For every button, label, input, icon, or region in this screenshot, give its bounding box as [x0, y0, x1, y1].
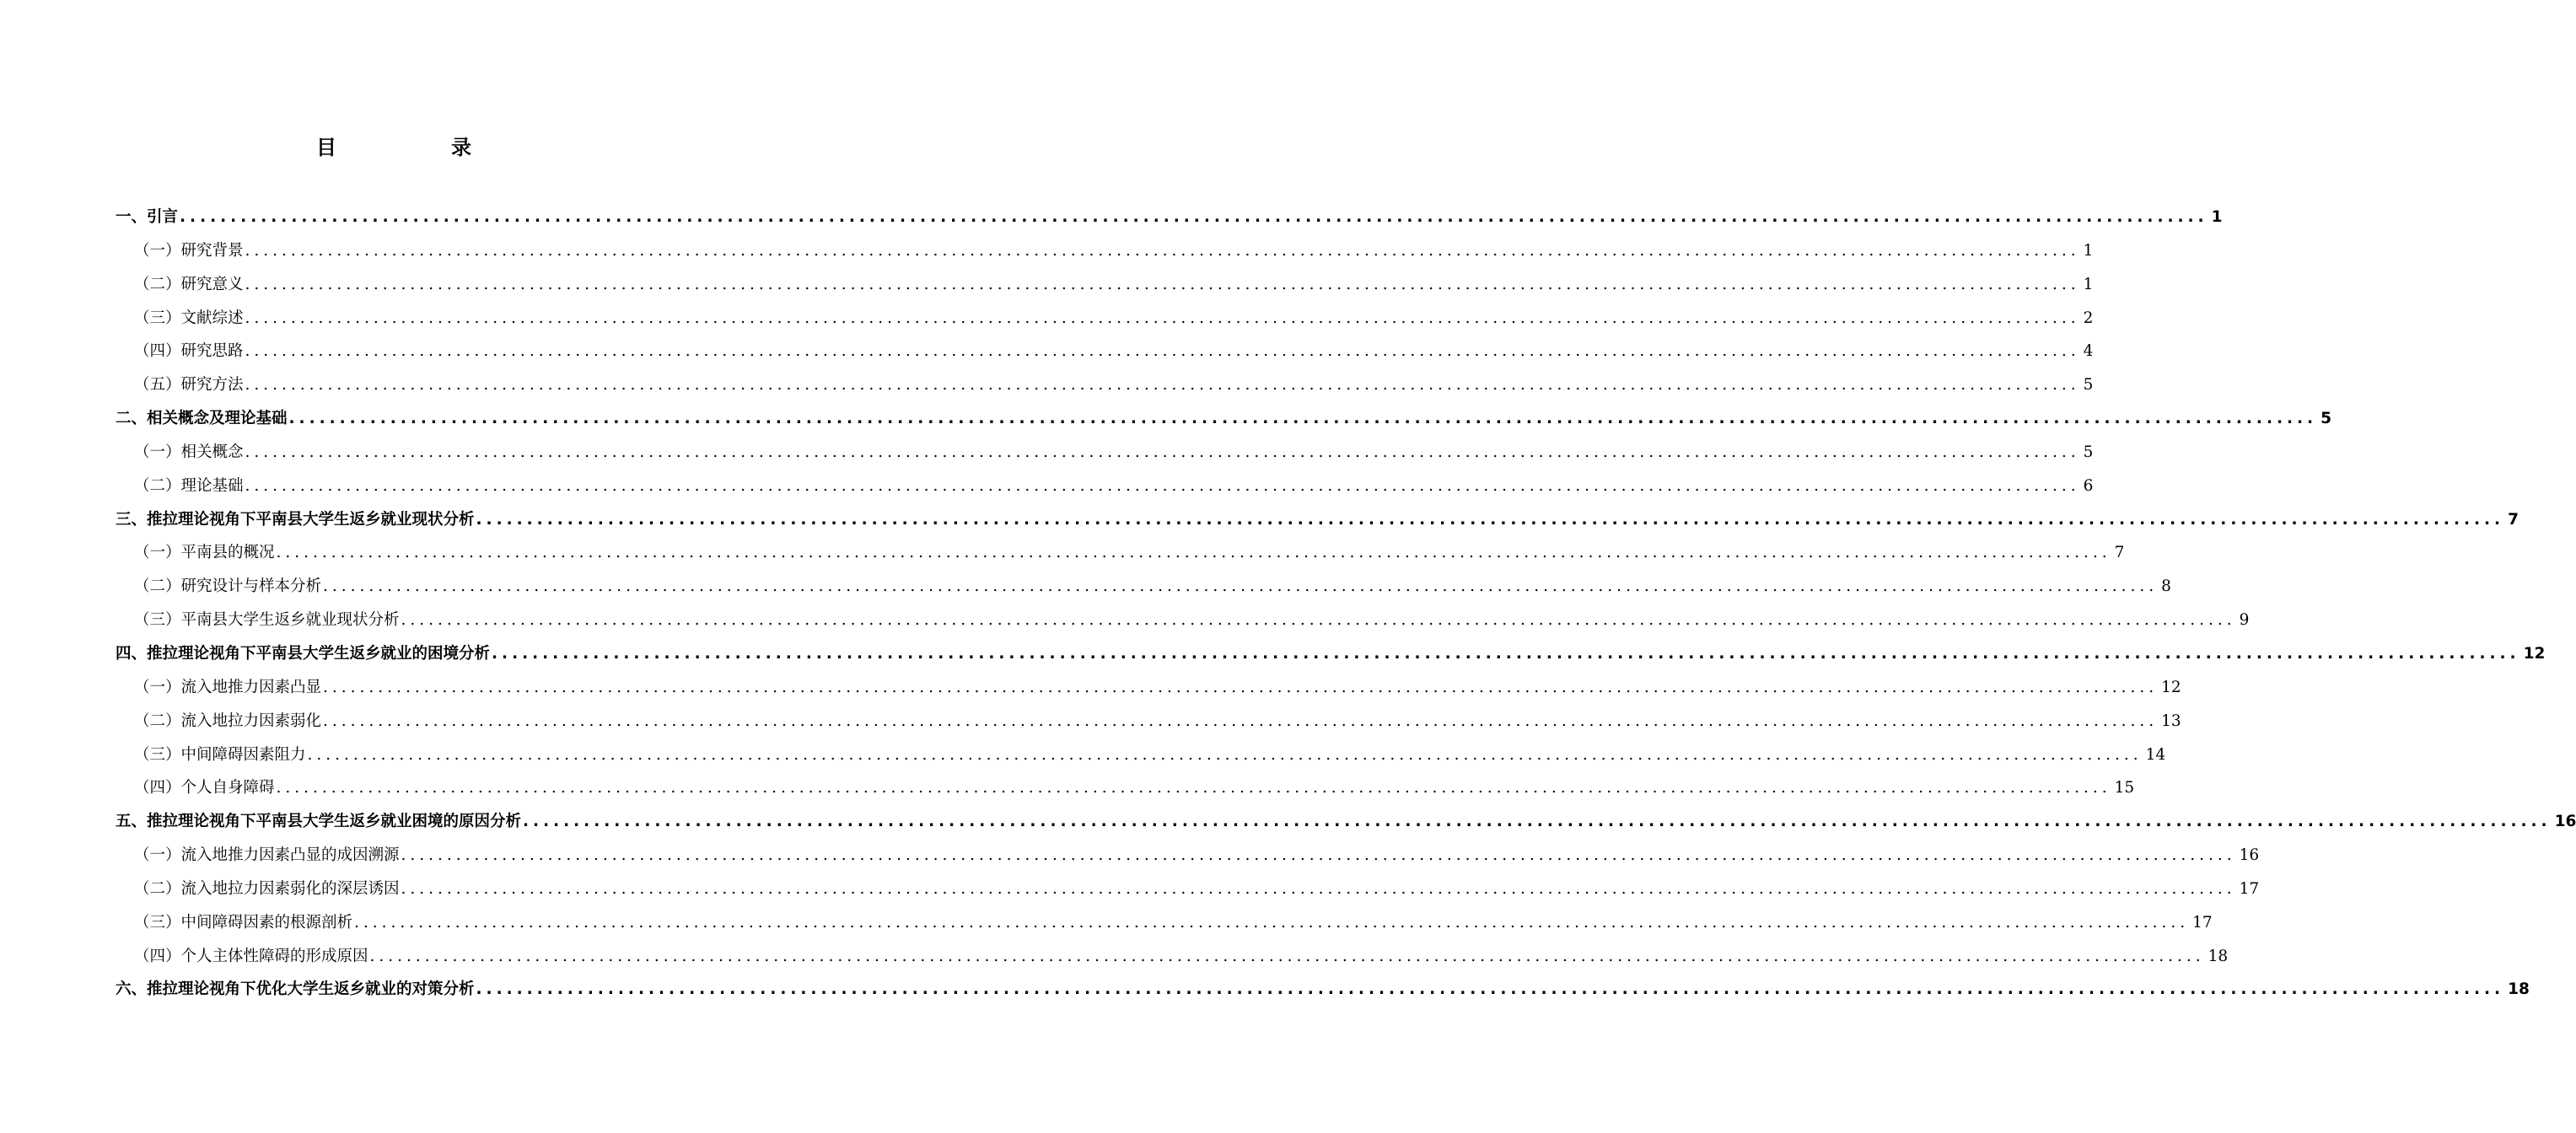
toc-page-number: 16 — [2239, 846, 2260, 865]
toc-entry-title: （二）流入地拉力因素弱化的深层诱因 — [134, 879, 400, 898]
toc-entry-title: （三）中间障碍因素阻力 — [134, 745, 306, 764]
toc-dot-leader: ........................................................................................................................................................................................................ — [245, 476, 2080, 495]
toc-entry-title: 六、推拉理论视角下优化大学生返乡就业的对策分析 — [116, 980, 475, 999]
toc-entry-title: 五、推拉理论视角下平南县大学生返乡就业困境的原因分析 — [116, 813, 522, 831]
toc-entry-title: 二、相关概念及理论基础 — [116, 410, 288, 428]
toc-entry-title: 一、引言 — [116, 208, 179, 226]
toc-entry-title: （四）个人自身障碍 — [134, 779, 275, 797]
toc-entry-title: （一）流入地推力因素凸显的成因溯源 — [134, 846, 400, 865]
toc-dot-leader: ........................................................................................................................................................................................................ — [245, 275, 2080, 293]
toc-page-number: 9 — [2239, 611, 2250, 630]
toc-entry-title: （二）流入地拉力因素弱化 — [134, 711, 322, 730]
toc-entry-title: （四）研究思路 — [134, 342, 244, 361]
toc-page-number: 17 — [2192, 913, 2213, 932]
toc-entry-title: （三）平南县大学生返乡就业现状分析 — [134, 611, 400, 630]
toc-page-number: 8 — [2161, 577, 2171, 596]
toc-section-entry[interactable] — [116, 771, 2135, 805]
toc-dot-leader: ........................................................................................................................................................................................................ — [401, 846, 2236, 865]
toc-entry-title: （一）流入地推力因素凸显 — [134, 678, 322, 696]
toc-entry-title: （二）理论基础 — [134, 476, 244, 495]
toc-entry-title: （五）研究方法 — [134, 376, 244, 395]
toc-dot-leader: ........................................................................................................................................................................................................ — [245, 342, 2080, 361]
toc-dot-leader: ........................................................................................................................................................................................................ — [476, 980, 2505, 999]
toc-dot-leader: ........................................................................................................................................................................................................ — [245, 376, 2080, 395]
toc-dot-leader: ........................................................................................................................................................................................................ — [323, 577, 2159, 596]
toc-entry-title: （一）研究背景 — [134, 241, 244, 260]
toc-entry-title: （三）文献综述 — [134, 309, 244, 327]
toc-chapter-entry[interactable] — [116, 973, 2530, 1007]
toc-dot-leader: ........................................................................................................................................................................................................ — [523, 813, 2552, 831]
toc-section-entry[interactable] — [116, 839, 2260, 873]
toc-page-number: 13 — [2161, 711, 2181, 730]
toc-entry-title: 三、推拉理论视角下平南县大学生返乡就业现状分析 — [116, 510, 475, 529]
page-title: 目 录 — [316, 136, 519, 159]
toc-dot-leader: ........................................................................................................................................................................................................ — [323, 711, 2159, 730]
toc-page-number: 16 — [2554, 813, 2576, 831]
toc-section-entry[interactable] — [116, 705, 2181, 738]
toc-section-entry[interactable] — [116, 234, 2094, 268]
toc-entry-title: （一）相关概念 — [134, 443, 244, 461]
toc-section-entry[interactable] — [116, 436, 2094, 470]
table-of-contents — [116, 201, 2576, 1007]
toc-dot-leader: ........................................................................................................................................................................................................ — [180, 208, 2208, 226]
toc-section-entry[interactable] — [116, 940, 2229, 974]
toc-entry-title: （二）研究设计与样本分析 — [134, 577, 322, 596]
toc-entry-title: （一）平南县的概况 — [134, 544, 275, 562]
toc-chapter-entry[interactable] — [116, 805, 2576, 839]
toc-section-entry[interactable] — [116, 738, 2166, 772]
toc-page-number: 12 — [2161, 678, 2181, 696]
toc-chapter-entry[interactable] — [116, 637, 2546, 671]
toc-entry-title: 四、推拉理论视角下平南县大学生返乡就业的困境分析 — [116, 644, 491, 663]
toc-page-number: 18 — [2208, 947, 2229, 965]
toc-dot-leader: ........................................................................................................................................................................................................ — [276, 544, 2111, 562]
toc-page-number: 5 — [2083, 443, 2094, 461]
toc-section-entry[interactable] — [116, 671, 2181, 705]
toc-page-number: 15 — [2114, 779, 2135, 797]
toc-chapter-entry[interactable] — [116, 402, 2331, 436]
toc-section-entry[interactable] — [116, 906, 2213, 940]
toc-dot-leader: ........................................................................................................................................................................................................ — [354, 913, 2190, 932]
toc-page-number: 4 — [2083, 342, 2094, 361]
toc-section-entry[interactable] — [116, 536, 2125, 570]
toc-page-number: 14 — [2145, 745, 2166, 764]
toc-dot-leader: ........................................................................................................................................................................................................ — [245, 443, 2080, 461]
toc-chapter-entry[interactable] — [116, 201, 2223, 234]
toc-section-entry[interactable] — [116, 368, 2094, 402]
toc-page-number: 1 — [2211, 208, 2223, 226]
toc-page-number: 7 — [2114, 544, 2125, 562]
toc-section-entry[interactable] — [116, 570, 2171, 604]
toc-dot-leader: ........................................................................................................................................................................................................ — [401, 879, 2236, 898]
toc-entry-title: （二）研究意义 — [134, 275, 244, 293]
toc-page-number: 5 — [2083, 376, 2094, 395]
toc-entry-title: （四）个人主体性障碍的形成原因 — [134, 947, 368, 965]
toc-dot-leader: ........................................................................................................................................................................................................ — [369, 947, 2205, 965]
toc-dot-leader: ........................................................................................................................................................................................................ — [245, 309, 2080, 327]
toc-section-entry[interactable] — [116, 873, 2260, 906]
toc-page-number: 6 — [2083, 476, 2094, 495]
toc-page-number: 1 — [2083, 241, 2094, 260]
toc-dot-leader: ........................................................................................................................................................................................................ — [245, 241, 2080, 260]
toc-section-entry[interactable] — [116, 335, 2094, 368]
toc-page-number: 5 — [2321, 410, 2331, 428]
toc-page-number: 2 — [2083, 309, 2094, 327]
toc-dot-leader: ........................................................................................................................................................................................................ — [401, 611, 2236, 630]
toc-dot-leader: ........................................................................................................................................................................................................ — [476, 510, 2505, 529]
toc-page-number: 1 — [2083, 275, 2094, 293]
toc-page-number: 12 — [2523, 644, 2546, 663]
toc-entry-title: （三）中间障碍因素的根源剖析 — [134, 913, 353, 932]
toc-dot-leader: ........................................................................................................................................................................................................ — [288, 410, 2318, 428]
toc-section-entry[interactable] — [116, 470, 2094, 503]
toc-page-number: 18 — [2508, 980, 2530, 999]
toc-section-entry[interactable] — [116, 268, 2094, 302]
toc-dot-leader: ........................................................................................................................................................................................................ — [276, 779, 2111, 797]
toc-page-number: 17 — [2239, 879, 2260, 898]
toc-page-number: 7 — [2508, 510, 2519, 529]
toc-section-entry[interactable] — [116, 302, 2094, 336]
toc-section-entry[interactable] — [116, 604, 2250, 637]
toc-chapter-entry[interactable] — [116, 503, 2519, 537]
toc-dot-leader: ........................................................................................................................................................................................................ — [323, 678, 2159, 696]
toc-dot-leader: ........................................................................................................................................................................................................ — [307, 745, 2143, 764]
toc-dot-leader: ........................................................................................................................................................................................................ — [492, 644, 2520, 663]
